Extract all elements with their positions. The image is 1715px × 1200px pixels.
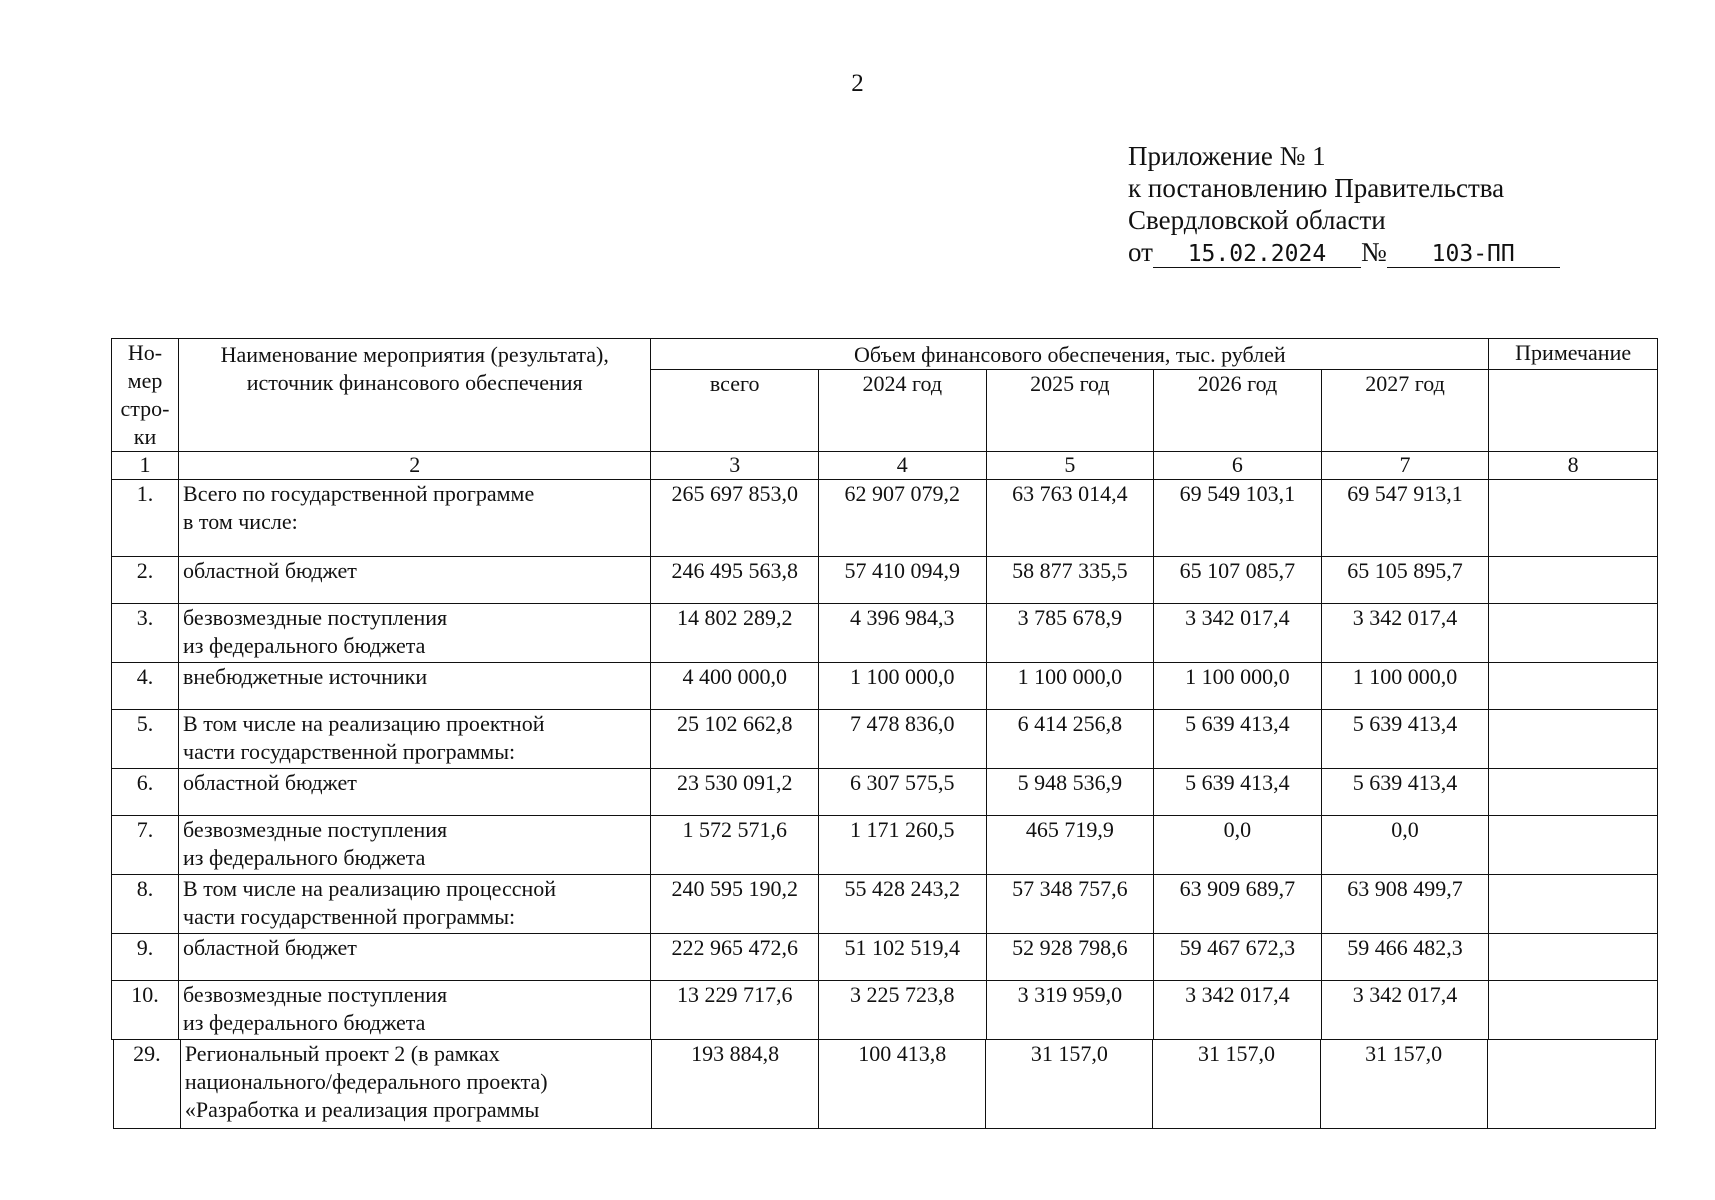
value-2026: 5 639 413,4 <box>1154 769 1322 816</box>
table-row <box>112 604 1658 663</box>
value-2027: 0,0 <box>1321 816 1489 875</box>
row-number: 8. <box>112 875 179 934</box>
table-row <box>112 769 1658 816</box>
col-index: 5 <box>986 452 1154 480</box>
col-index: 6 <box>1154 452 1322 480</box>
value-2027: 59 466 482,3 <box>1321 934 1489 981</box>
row-name: безвозмездные поступления из федерального бюджета <box>179 981 651 1040</box>
table-row <box>112 710 1658 769</box>
value-2027: 65 105 895,7 <box>1321 557 1489 604</box>
value-note <box>1489 557 1658 604</box>
row-number: 7. <box>112 816 179 875</box>
value-2027: 63 908 499,7 <box>1321 875 1489 934</box>
table-row <box>112 663 1658 710</box>
value-2025: 3 785 678,9 <box>986 604 1154 663</box>
row-name: Всего по государственной программе в том числе: <box>179 480 651 557</box>
table-row <box>112 934 1658 981</box>
value-2025: 3 319 959,0 <box>986 981 1154 1040</box>
header-volume: Объем финансового обеспечения, тыс. рублей <box>651 339 1489 370</box>
value-2027: 1 100 000,0 <box>1321 663 1489 710</box>
value-2026: 69 549 103,1 <box>1154 480 1322 557</box>
value-total: 23 530 091,2 <box>651 769 819 816</box>
row-name: безвозмездные поступления из федерального бюджета <box>179 604 651 663</box>
row-name: безвозмездные поступления из федерального бюджета <box>179 816 651 875</box>
appendix-title: Приложение № 1 <box>1128 141 1326 171</box>
value-note <box>1487 1040 1655 1129</box>
value-total: 25 102 662,8 <box>651 710 819 769</box>
col-index: 4 <box>818 452 986 480</box>
row-number: 6. <box>112 769 179 816</box>
col-index: 7 <box>1321 452 1489 480</box>
row-number: 29. <box>114 1040 181 1129</box>
value-2027: 3 342 017,4 <box>1321 604 1489 663</box>
value-total: 222 965 472,6 <box>651 934 819 981</box>
value-2025: 5 948 536,9 <box>986 769 1154 816</box>
value-note <box>1489 769 1658 816</box>
number-prefix: № <box>1360 237 1387 267</box>
row-number: 9. <box>112 934 179 981</box>
value-note <box>1489 480 1658 557</box>
row-number: 1. <box>112 480 179 557</box>
row-name: областной бюджет <box>179 557 651 604</box>
value-2027: 5 639 413,4 <box>1321 710 1489 769</box>
table-row <box>112 816 1658 875</box>
header-year-2027: 2027 год <box>1321 370 1489 452</box>
table-row <box>112 557 1658 604</box>
financing-table-continuation <box>113 1039 1656 1129</box>
value-total: 246 495 563,8 <box>651 557 819 604</box>
col-index: 3 <box>651 452 819 480</box>
value-2026: 3 342 017,4 <box>1154 981 1322 1040</box>
date-prefix: от <box>1128 237 1153 267</box>
value-2026: 3 342 017,4 <box>1154 604 1322 663</box>
value-2027: 69 547 913,1 <box>1321 480 1489 557</box>
header-note: Примечание <box>1489 339 1658 370</box>
value-total: 193 884,8 <box>652 1040 819 1129</box>
table-row <box>112 981 1658 1040</box>
value-2024: 7 478 836,0 <box>818 710 986 769</box>
value-2027: 5 639 413,4 <box>1321 769 1489 816</box>
row-number: 10. <box>112 981 179 1040</box>
row-name: областной бюджет <box>179 769 651 816</box>
value-2024: 4 396 984,3 <box>818 604 986 663</box>
row-number: 4. <box>112 663 179 710</box>
row-name: Региональный проект 2 (в рамках национального/федерального проекта) «Разработка и реализация программы <box>180 1040 651 1129</box>
value-2024: 1 171 260,5 <box>818 816 986 875</box>
header-year-2025: 2025 год <box>986 370 1154 452</box>
value-2026: 1 100 000,0 <box>1154 663 1322 710</box>
value-total: 1 572 571,6 <box>651 816 819 875</box>
col-index: 2 <box>179 452 651 480</box>
value-2024: 57 410 094,9 <box>818 557 986 604</box>
header-note-blank <box>1489 370 1658 452</box>
appendix-header <box>1128 140 1560 268</box>
row-number: 2. <box>112 557 179 604</box>
column-index-row <box>112 452 1658 480</box>
row-name: В том числе на реализацию процессной части государственной программы: <box>179 875 651 934</box>
value-total: 240 595 190,2 <box>651 875 819 934</box>
value-2025: 465 719,9 <box>986 816 1154 875</box>
table-row <box>114 1040 1656 1129</box>
header-row-number: Но- мер стро- ки <box>112 339 179 452</box>
value-2025: 58 877 335,5 <box>986 557 1154 604</box>
value-total: 265 697 853,0 <box>651 480 819 557</box>
value-2027: 31 157,0 <box>1320 1040 1487 1129</box>
value-total: 4 400 000,0 <box>651 663 819 710</box>
col-index: 8 <box>1489 452 1658 480</box>
value-2026: 31 157,0 <box>1153 1040 1320 1129</box>
value-note <box>1489 875 1658 934</box>
value-2025: 57 348 757,6 <box>986 875 1154 934</box>
row-number: 3. <box>112 604 179 663</box>
document-date: 15.02.2024 <box>1153 241 1361 268</box>
table-row <box>112 875 1658 934</box>
value-2025: 1 100 000,0 <box>986 663 1154 710</box>
value-2026: 0,0 <box>1154 816 1322 875</box>
value-2024: 6 307 575,5 <box>818 769 986 816</box>
value-2026: 59 467 672,3 <box>1154 934 1322 981</box>
header-year-2026: 2026 год <box>1154 370 1322 452</box>
value-note <box>1489 604 1658 663</box>
value-2024: 1 100 000,0 <box>818 663 986 710</box>
row-name: областной бюджет <box>179 934 651 981</box>
table-row <box>112 480 1658 557</box>
header-total: всего <box>651 370 819 452</box>
value-2025: 52 928 798,6 <box>986 934 1154 981</box>
value-2026: 65 107 085,7 <box>1154 557 1322 604</box>
financing-table <box>111 338 1658 1040</box>
value-total: 14 802 289,2 <box>651 604 819 663</box>
page-number: 2 <box>851 70 864 97</box>
value-2024: 100 413,8 <box>819 1040 986 1129</box>
value-2026: 5 639 413,4 <box>1154 710 1322 769</box>
value-2026: 63 909 689,7 <box>1154 875 1322 934</box>
value-2024: 51 102 519,4 <box>818 934 986 981</box>
value-2025: 63 763 014,4 <box>986 480 1154 557</box>
appendix-resolution: к постановлению Правительства <box>1128 173 1505 203</box>
value-2027: 3 342 017,4 <box>1321 981 1489 1040</box>
row-name: В том числе на реализацию проектной части государственной программы: <box>179 710 651 769</box>
row-number: 5. <box>112 710 179 769</box>
value-note <box>1489 981 1658 1040</box>
col-index: 1 <box>112 452 179 480</box>
header-name: Наименование мероприятия (результата), источник финансового обеспечения <box>179 339 651 452</box>
document-number: 103-ПП <box>1387 241 1560 268</box>
value-2025: 6 414 256,8 <box>986 710 1154 769</box>
value-2024: 3 225 723,8 <box>818 981 986 1040</box>
header-year-2024: 2024 год <box>818 370 986 452</box>
value-total: 13 229 717,6 <box>651 981 819 1040</box>
value-2025: 31 157,0 <box>986 1040 1153 1129</box>
value-2024: 55 428 243,2 <box>818 875 986 934</box>
value-note <box>1489 663 1658 710</box>
row-name: внебюджетные источники <box>179 663 651 710</box>
value-note <box>1489 816 1658 875</box>
value-2024: 62 907 079,2 <box>818 480 986 557</box>
document-reference <box>1128 236 1560 268</box>
value-note <box>1489 710 1658 769</box>
value-note <box>1489 934 1658 981</box>
appendix-region: Свердловской области <box>1128 205 1386 235</box>
